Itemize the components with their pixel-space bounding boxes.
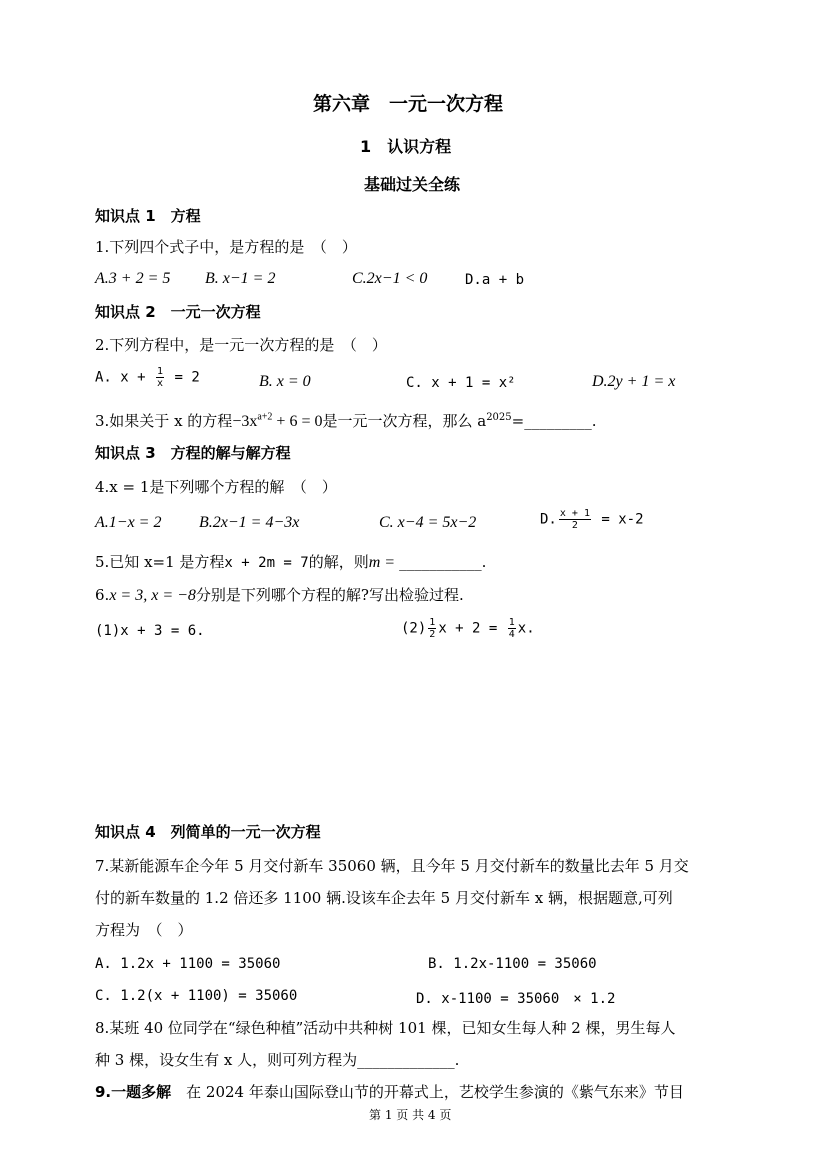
question-5-answer-blank[interactable]: ___________.: [399, 553, 487, 571]
fraction-numerator: 1: [508, 617, 515, 628]
question-6-text: 分别是下列哪个方程的解?写出检验过程.: [195, 586, 464, 604]
question-2-option-d: D.2y + 1 = x: [592, 373, 676, 390]
fraction-numerator: 1: [157, 366, 164, 377]
question-2-option-a: [95, 366, 200, 389]
part-2-middle: x + 2 =: [438, 620, 506, 637]
part-2-suffix: x.: [517, 620, 535, 637]
page-footer: 第 1 页 共 4 页: [369, 1108, 452, 1122]
question-7-line-3: 方程为 （ ）: [95, 921, 193, 939]
fraction-denominator: 2: [571, 520, 578, 531]
fraction-one-half: [428, 617, 436, 640]
question-1-option-d: D.a + b: [465, 272, 525, 288]
question-5-prefix: 5.已知 x=1 是方程: [95, 553, 225, 571]
question-2-option-b: B. x = 0: [259, 373, 311, 390]
question-9: [95, 1081, 684, 1102]
knowledge-point-3-heading: 知识点 3 方程的解与解方程: [95, 444, 291, 462]
question-7-line-2: 付的新车数量的 1.2 倍还多 1100 辆.设该车企去年 5 月交付新车 x 辆，根据题意,可列: [95, 889, 673, 907]
question-4-option-d: [540, 508, 644, 531]
question-6-part-1: (1)x + 3 = 6.: [95, 623, 205, 639]
knowledge-point-4-heading: 知识点 4 列简单的一元一次方程: [95, 823, 321, 841]
question-8-line-1: 8.某班 40 位同学在“绿色种植”活动中共种树 101 棵，已知女生每人种 2 棵，男生每人: [95, 1019, 676, 1037]
exponent: a+2: [257, 411, 273, 423]
chapter-title: 第六章 一元一次方程: [313, 93, 504, 115]
question-4-option-b: B.2x−1 = 4−3x: [199, 514, 300, 531]
fraction-numerator: x + 1: [559, 508, 590, 519]
question-8-line-2: 种 3 棵，设女生有 x 人，则可列方程为_____________.: [95, 1051, 460, 1069]
question-1-stem: 1.下列四个式子中，是方程的是 （ ）: [95, 238, 357, 256]
fraction-one-over-x: [156, 366, 164, 389]
option-d-suffix: = x-2: [592, 511, 644, 528]
fraction-denominator: 4: [508, 629, 515, 640]
section-title: 基础过关全练: [364, 175, 461, 194]
question-7-line-1: 7.某新能源车企今年 5 月交付新车 35060 辆，且今年 5 月交付新车的数量比去年 5 月交: [95, 857, 689, 875]
question-6-stem: [95, 584, 464, 605]
question-3-prefix: 3.如果关于 x 的方程: [95, 412, 233, 430]
question-7-option-b: B. 1.2x-1100 = 35060: [428, 956, 597, 972]
fraction-numerator: 1: [429, 617, 436, 628]
question-1-option-c: C.2x−1 < 0: [352, 270, 428, 287]
knowledge-point-1-heading: 知识点 1 方程: [95, 207, 201, 225]
question-3: [95, 410, 596, 431]
question-5-variable: m =: [368, 554, 400, 571]
exponent-2025: 2025: [486, 412, 512, 423]
question-6-number: 6.: [95, 586, 110, 604]
fraction-one-quarter: [508, 617, 516, 640]
question-9-label: 9.一题多解: [95, 1083, 172, 1101]
question-3-equation: [232, 413, 322, 430]
question-4-option-c: C. x−4 = 5x−2: [379, 514, 477, 531]
fraction-x-plus-1-over-2: [559, 508, 591, 531]
question-6-part-2: [401, 617, 535, 640]
lesson-title: 1 认识方程: [360, 137, 452, 156]
equation-rest: + 6 = 0: [272, 413, 323, 430]
question-7-option-a: A. 1.2x + 1100 = 35060: [95, 956, 281, 972]
question-5-middle: 的解，则: [308, 553, 369, 571]
question-3-answer-blank[interactable]: =_________.: [511, 412, 597, 430]
question-1-option-b: B. x−1 = 2: [205, 270, 276, 287]
question-2-option-c: C. x + 1 = x²: [406, 375, 516, 391]
question-9-text: 在 2024 年泰山国际登山节的开幕式上，艺校学生参演的《紫气东来》节目: [171, 1083, 684, 1101]
question-3-middle: 是一元一次方程，那么 a: [322, 412, 487, 430]
question-5-equation: x + 2m = 7: [224, 555, 309, 571]
option-d-prefix: D.: [540, 511, 557, 528]
part-2-label: (2): [401, 620, 427, 637]
question-7-option-c: C. 1.2(x + 1100) = 35060: [95, 988, 298, 1004]
question-5: [95, 551, 486, 572]
fraction-denominator: x: [157, 378, 164, 389]
question-7-option-d: D. x-1100 = 35060 × 1.2: [416, 991, 616, 1007]
question-4-stem: 4.x = 1是下列哪个方程的解 （ ）: [95, 478, 337, 496]
equation-term: −3x: [232, 413, 258, 430]
question-2-stem: 2.下列方程中，是一元一次方程的是 （ ）: [95, 336, 387, 354]
knowledge-point-2-heading: 知识点 2 一元一次方程: [95, 303, 261, 321]
option-a-suffix: = 2: [166, 369, 200, 386]
question-6-values: x = 3, x = −8: [109, 587, 196, 604]
question-1-option-a: A.3 + 2 = 5: [95, 270, 171, 287]
fraction-denominator: 2: [429, 629, 436, 640]
question-4-option-a: A.1−x = 2: [95, 514, 162, 531]
option-a-prefix: A. x +: [95, 369, 155, 386]
